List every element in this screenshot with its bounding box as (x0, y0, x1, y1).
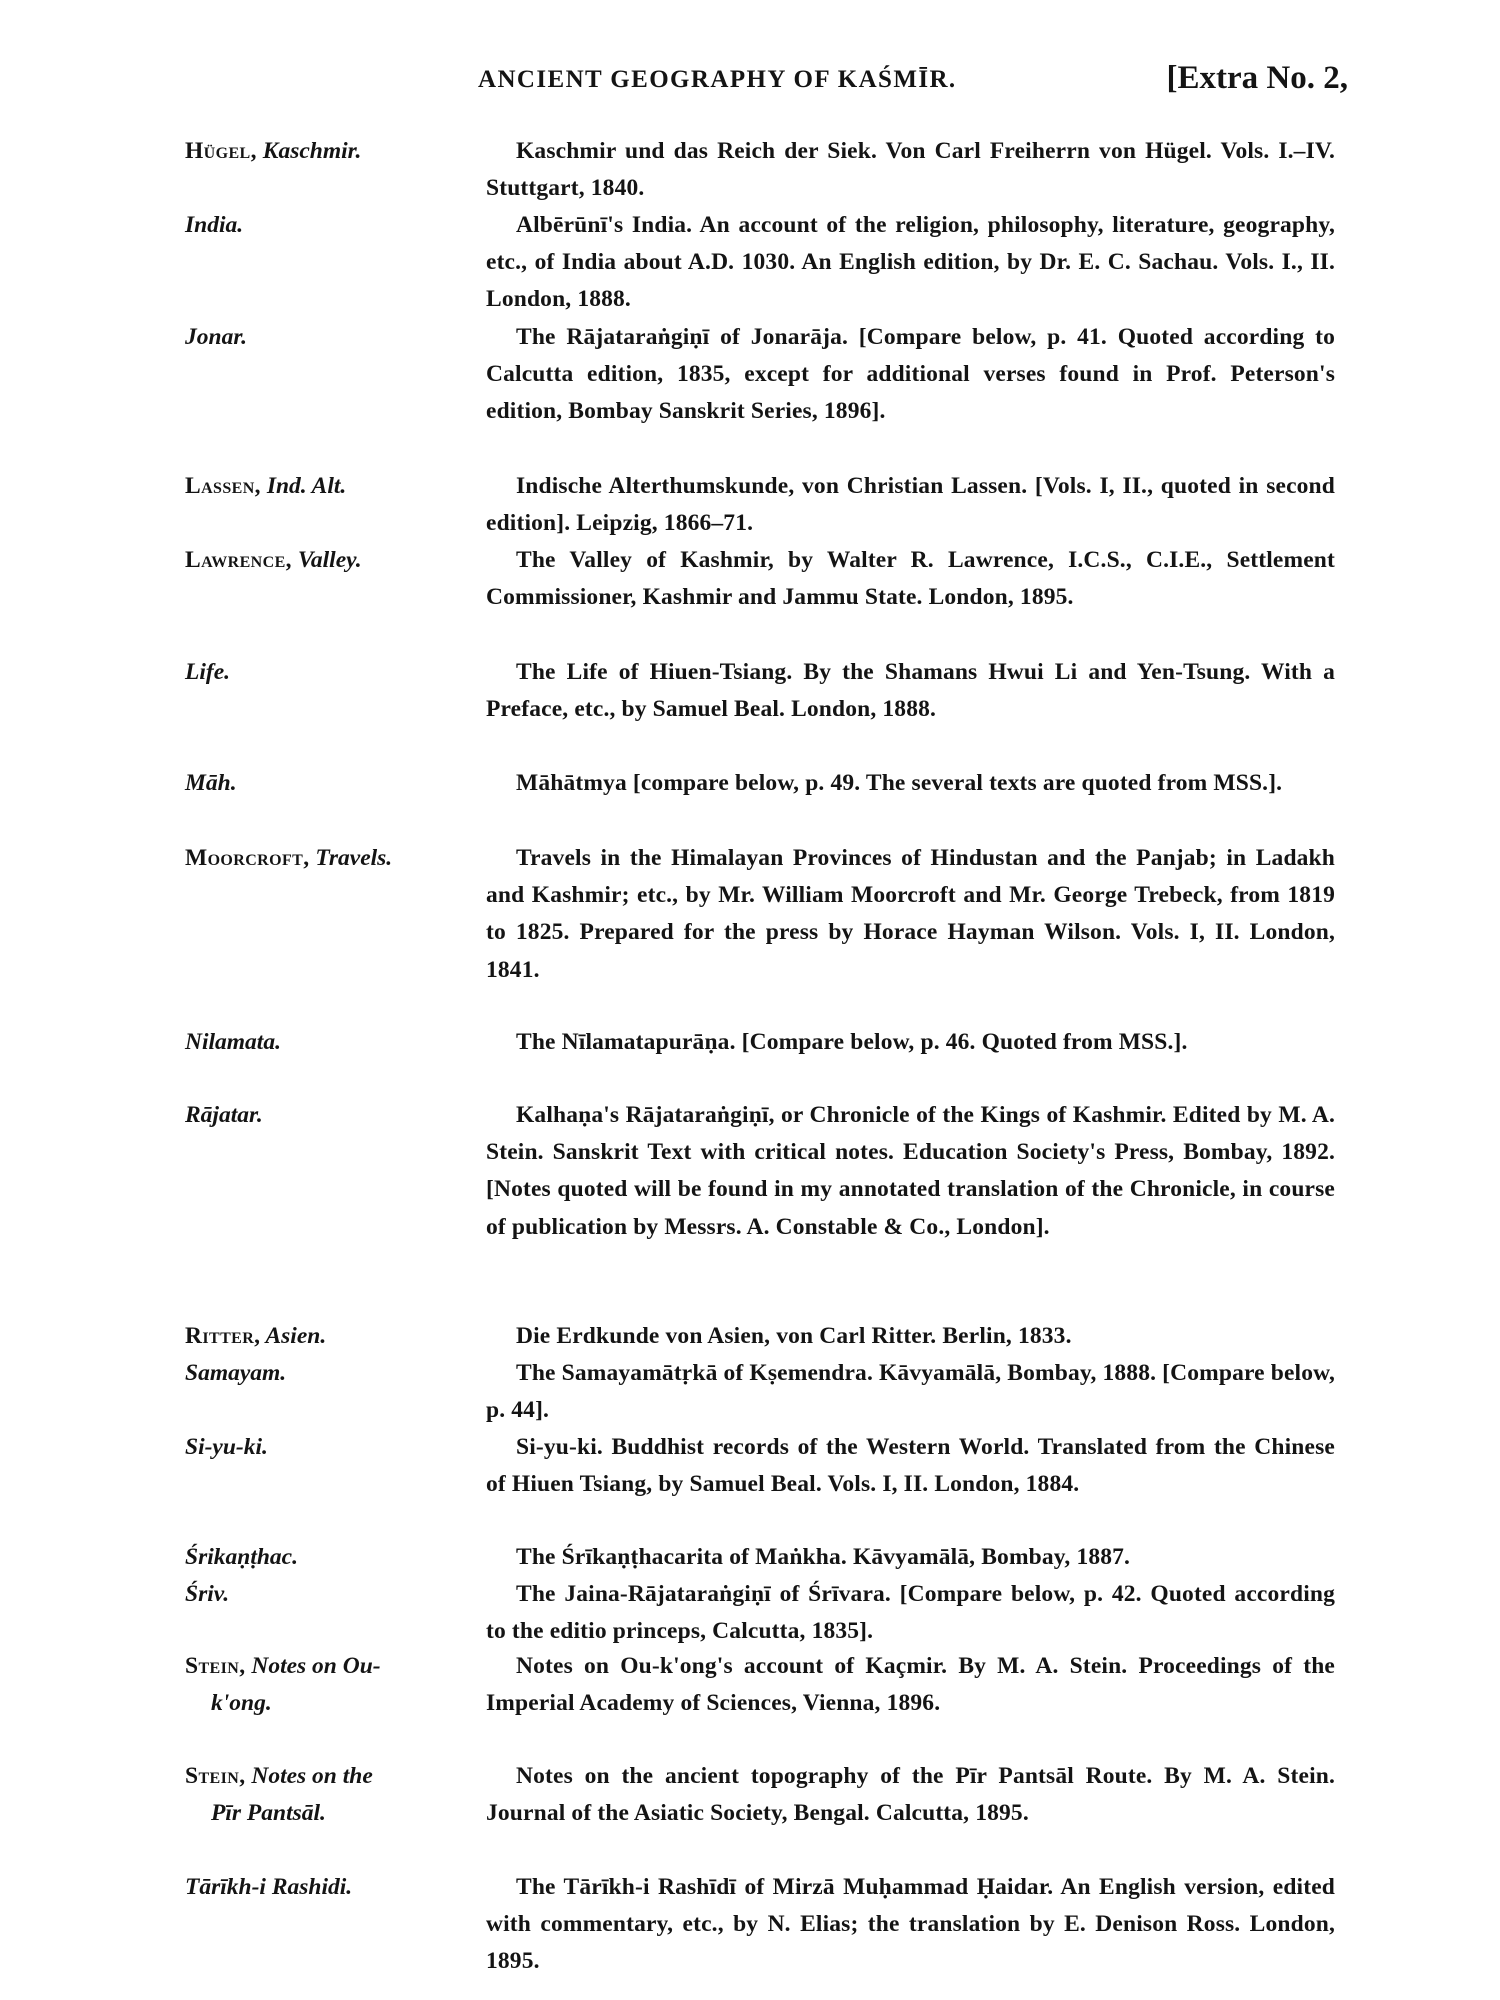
entry-abbreviation (185, 319, 485, 356)
entry-abbreviation (185, 654, 485, 691)
entry-abbreviation (185, 1576, 485, 1613)
abbr-title: India. (185, 212, 244, 238)
entry-reference: Indische Alterthumskunde, von Christian Lassen. [Vols. I, II., quoted in second edition]. Leipzig, 1866–71. (486, 473, 1335, 537)
abbr-author: Lawrence, (185, 547, 292, 573)
entry-abbreviation (185, 133, 485, 170)
entry-reference: The Nīlamatapurāṇa. [Compare below, p. 46. Quoted from MSS.]. (516, 1029, 1188, 1055)
abbr-title: Rājatar. (185, 1102, 263, 1128)
entry-abbreviation (185, 1429, 485, 1466)
entry-reference: Notes on the ancient topography of the Pīr Pantsāl Route. By M. A. Stein. Journal of the Asiatic Society, Bengal. Calcutta, 1895. (486, 1763, 1335, 1827)
running-title: ANCIENT GEOGRAPHY OF KAŚMĪR. (478, 66, 957, 93)
abbr-title: Samayam. (185, 1360, 287, 1386)
entry-abbreviation (185, 1355, 485, 1392)
abbr-title: Tārīkh-i Rashidi. (185, 1874, 353, 1900)
abbr-author: Moorcroft, (185, 845, 310, 871)
entry-reference: Notes on Ou-k'ong's account of Kaçmir. By M. A. Stein. Proceedings of the Imperial Academy of Sciences, Vienna, 1896. (486, 1653, 1335, 1717)
abbr-author: Lassen, (185, 473, 261, 499)
entry-reference: The Tārīkh-i Rashīdī of Mirzā Muḥammad Ḥaidar. An English version, edited with commentary, etc., by N. Elias; the translation by E. Denison Ross. London, 1895. (486, 1874, 1335, 1975)
abbr-author: Stein, (185, 1653, 246, 1679)
abbr-title: Asien. (265, 1323, 327, 1349)
entry-abbreviation (185, 542, 485, 579)
entry-reference: Kaschmir und das Reich der Siek. Von Carl Freiherrn von Hügel. Vols. I.–IV. Stuttgart, 1840. (486, 138, 1335, 202)
abbr-title: Notes on Ou- (251, 1653, 381, 1679)
entry-reference: Kalhaṇa's Rājataraṅgiṇī, or Chronicle of the Kings of Kashmir. Edited by M. A. Stein. Sanskrit Text with critical notes. Education Society's Press, Bombay, 1892. [Notes quoted will be found in my annotated translation of the Chronicle, in course of publication by Messrs. A. Constable & Co., London]. (486, 1102, 1335, 1240)
abbr-title: Valley. (297, 547, 362, 573)
entry-reference: The Rājataraṅgiṇī of Jonarāja. [Compare below, p. 41. Quoted according to Calcutta edition, 1835, except for additional verses found in Prof. Peterson's edition, Bombay Sanskrit Series, 1896]. (486, 324, 1335, 425)
running-head (478, 60, 1348, 108)
entry-reference: Travels in the Himalayan Provinces of Hindustan and the Panjab; in Ladakh and Kashmir; etc., by Mr. William Moorcroft and Mr. George Trebeck, from 1819 to 1825. Prepared for the press by Horace Hayman Wilson. Vols. I, II. London, 1841. (486, 845, 1335, 983)
entry-abbreviation (185, 207, 485, 244)
abbr-title-continued: Pīr Pantsāl. (211, 1800, 326, 1827)
entry-abbreviation (185, 1539, 485, 1576)
abbr-title: Śrikaṇṭhac. (185, 1544, 298, 1570)
entry-reference: The Life of Hiuen-Tsiang. By the Shamans Hwui Li and Yen-Tsung. With a Preface, etc., by Samuel Beal. London, 1888. (486, 659, 1335, 723)
abbr-title: Ind. Alt. (266, 473, 347, 499)
abbr-title: Śriv. (185, 1581, 230, 1607)
abbr-title: Notes on the (251, 1763, 373, 1789)
abbr-author: Hügel, (185, 138, 257, 164)
entry-abbreviation (185, 468, 485, 505)
abbr-title: Kaschmir. (262, 138, 362, 164)
abbr-title: Māh. (185, 770, 237, 796)
entry-reference: The Valley of Kashmir, by Walter R. Lawrence, I.C.S., C.I.E., Settlement Commissioner, Kashmir and Jammu State. London, 1895. (486, 547, 1335, 611)
abbr-author: Stein, (185, 1763, 246, 1789)
entry-abbreviation (185, 840, 485, 877)
entry-abbreviation (185, 1758, 485, 1832)
abbr-title: Jonar. (185, 324, 248, 350)
entry-abbreviation (185, 1097, 485, 1134)
entry-abbreviation (185, 765, 485, 802)
abbr-title: Travels. (315, 845, 393, 871)
entry-reference: The Śrīkaṇṭhacarita of Maṅkha. Kāvyamālā, Bombay, 1887. (516, 1544, 1131, 1570)
entry-reference: The Samayamātṛkā of Kṣemendra. Kāvyamālā, Bombay, 1888. [Compare below, p. 44]. (486, 1360, 1335, 1424)
abbr-title-continued: k'ong. (211, 1690, 272, 1717)
entry-abbreviation (185, 1648, 485, 1722)
entry-reference: Die Erdkunde von Asien, von Carl Ritter. Berlin, 1833. (516, 1323, 1072, 1349)
entry-reference: The Jaina-Rājataraṅgiṇī of Śrīvara. [Compare below, p. 42. Quoted according to the editio princeps, Calcutta, 1835]. (486, 1581, 1335, 1645)
abbr-title: Life. (185, 659, 231, 685)
abbr-title: Si-yu-ki. (185, 1434, 268, 1460)
entry-reference: Si-yu-ki. Buddhist records of the Western World. Translated from the Chinese of Hiuen Tsiang, by Samuel Beal. Vols. I, II. London, 1884. (486, 1434, 1335, 1498)
abbr-title: Nilamata. (185, 1029, 281, 1055)
running-extra-number: [Extra No. 2, (1166, 60, 1348, 96)
entry-abbreviation (185, 1869, 485, 1906)
abbr-author: Ritter, (185, 1323, 261, 1349)
entry-reference: Māhātmya [compare below, p. 49. The several texts are quoted from MSS.]. (516, 770, 1283, 796)
entry-abbreviation (185, 1024, 485, 1061)
entry-reference: Albērūnī's India. An account of the religion, philosophy, literature, geography, etc., of India about A.D. 1030. An English edition, by Dr. E. C. Sachau. Vols. I., II. London, 1888. (486, 212, 1335, 313)
entry-abbreviation (185, 1318, 485, 1355)
